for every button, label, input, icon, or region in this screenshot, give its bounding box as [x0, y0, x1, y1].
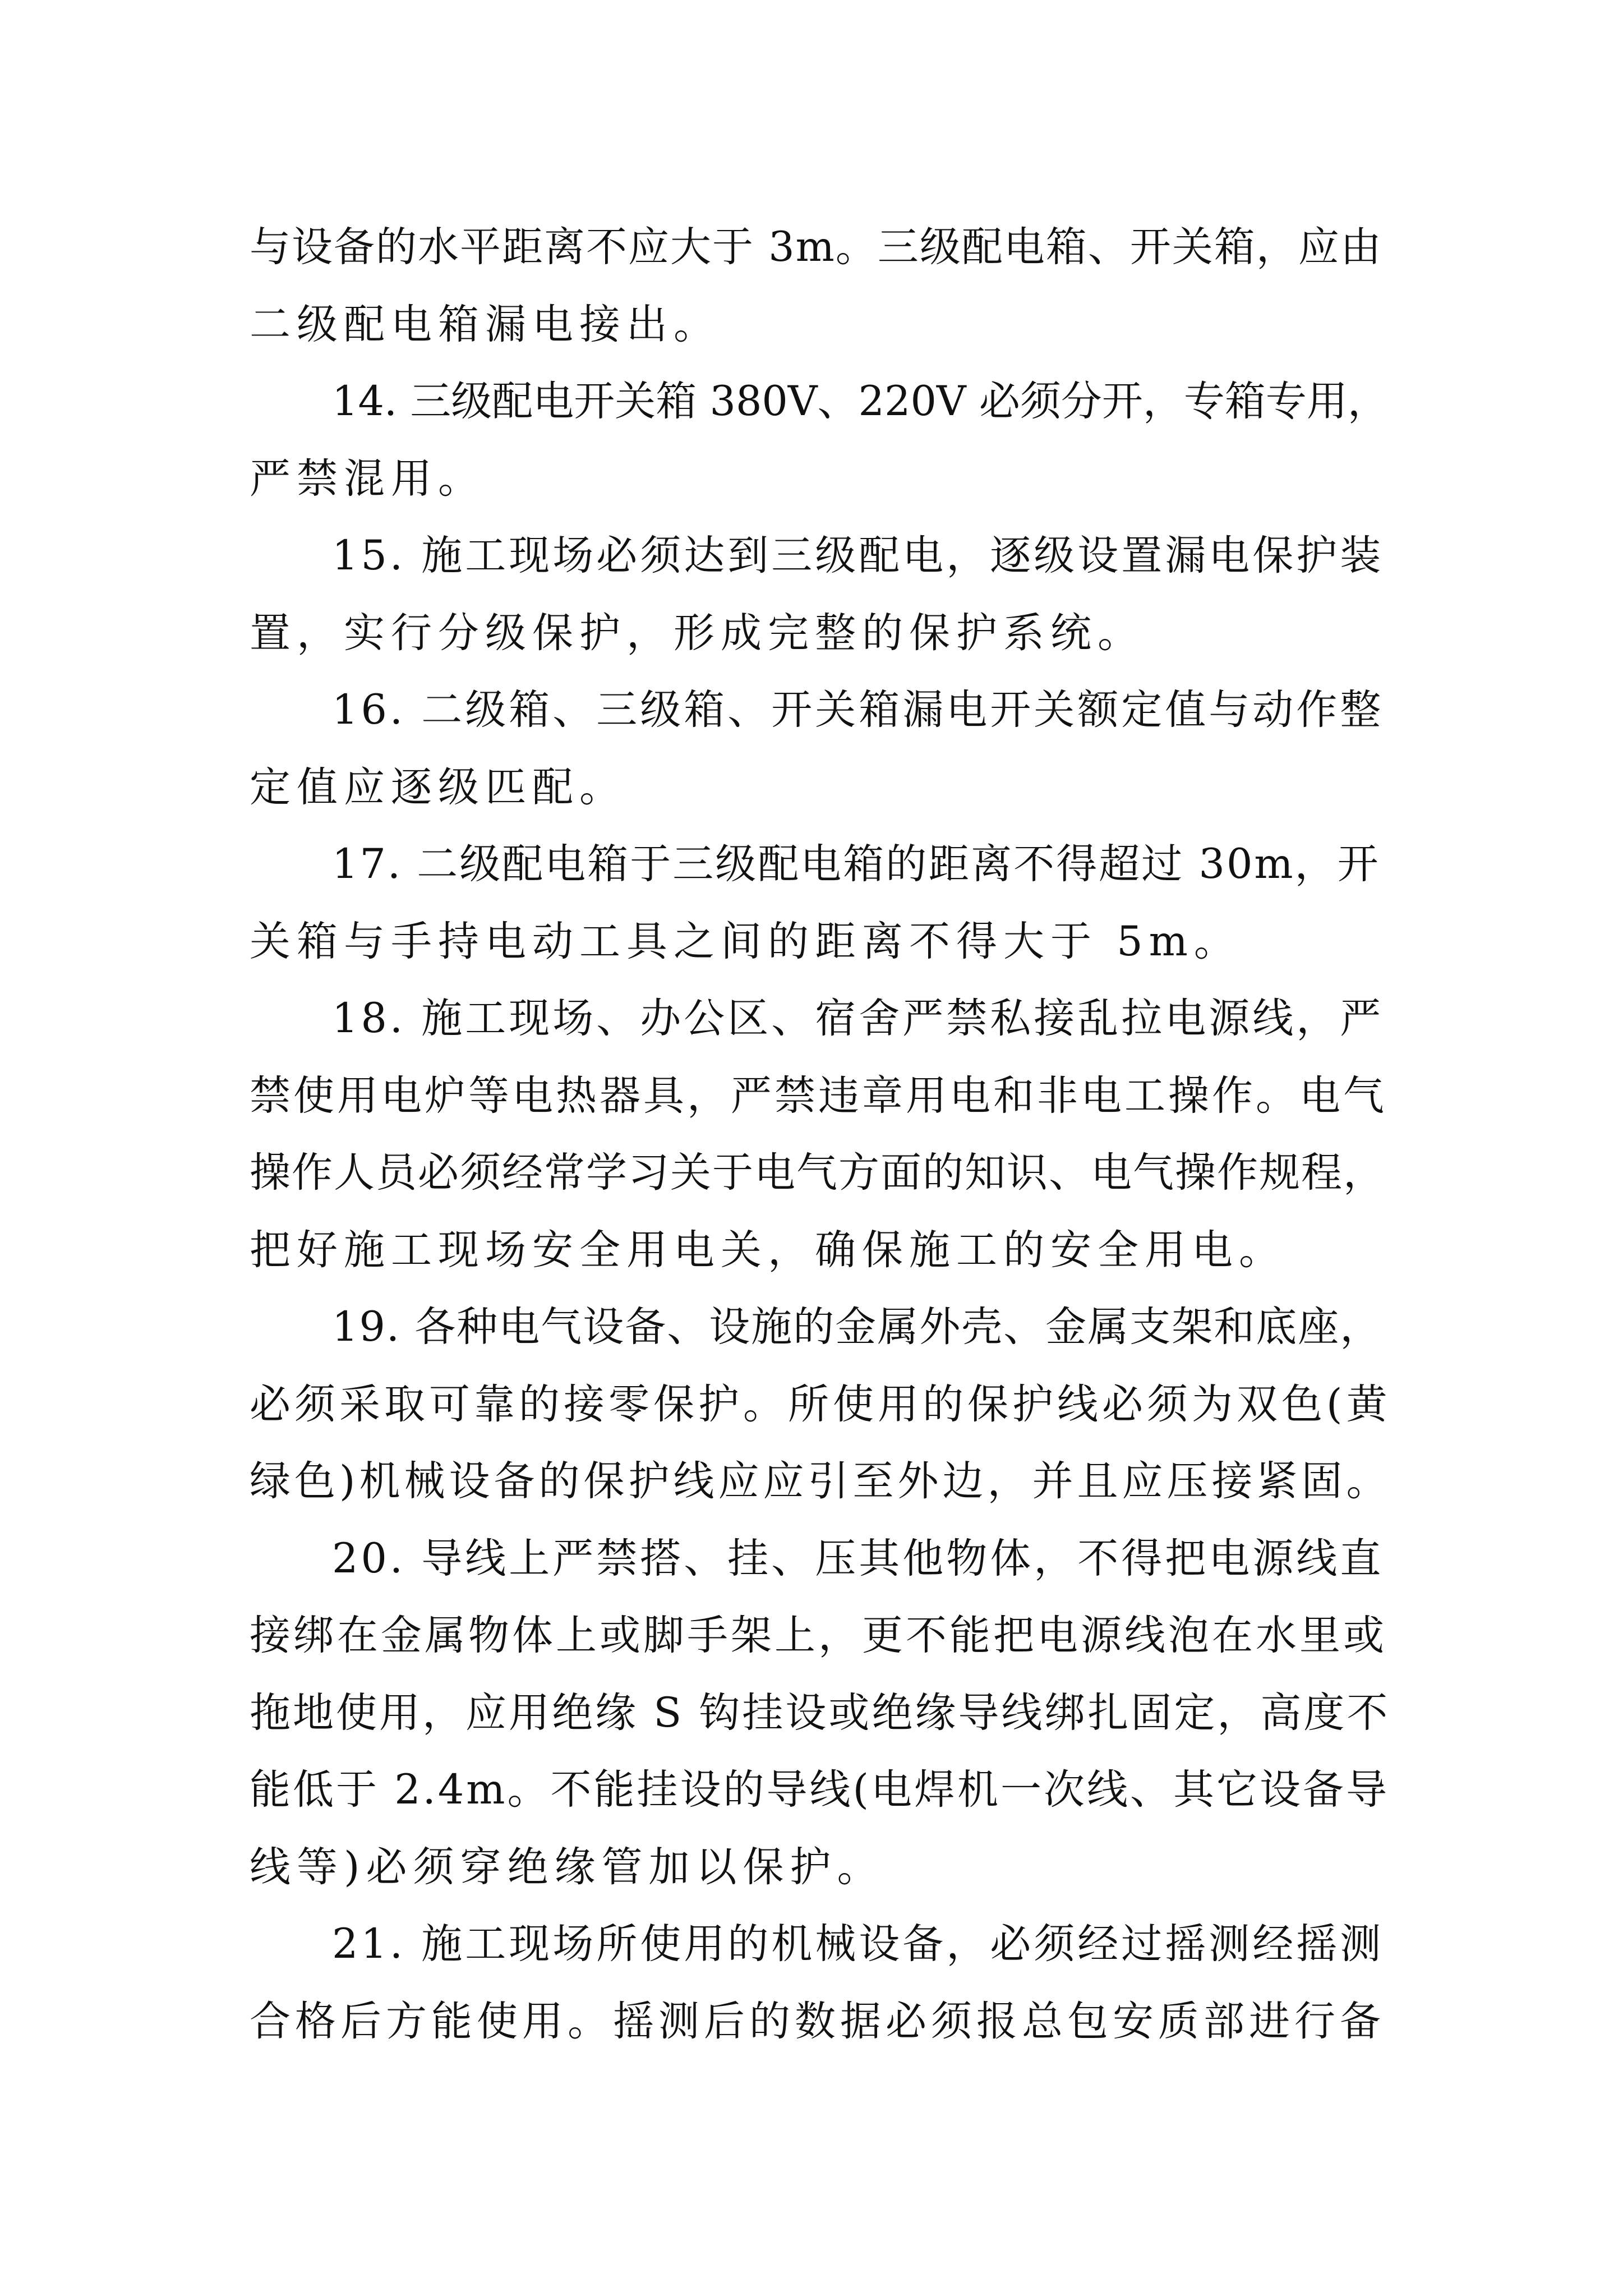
text-line: 关箱与手持电动工具之间的距离不得大于 5m。	[250, 917, 1241, 965]
text-line: 把好施工现场安全用电关，确保施工的安全用电。	[250, 1226, 1286, 1274]
text-line: 与设备的水平距离不应大于 3m。三级配电箱、开关箱，应由	[250, 223, 1382, 271]
text-line: 能低于 2.4m。不能挂设的导线(电焊机一次线、其它设备导	[250, 1766, 1389, 1814]
text-line: 15. 施工现场必须达到三级配电，逐级设置漏电保护装	[332, 532, 1384, 579]
text-line: 合格后方能使用。摇测后的数据必须报总包安质部进行备	[250, 1997, 1385, 2045]
text-line: 19. 各种电气设备、设施的金属外壳、金属支架和底座，	[332, 1303, 1382, 1351]
text-line: 18. 施工现场、办公区、宿舍严禁私接乱拉电源线，严	[332, 995, 1384, 1042]
text-line: 绿色)机械设备的保护线应应引至外边，并且应压接紧固。	[250, 1457, 1391, 1505]
text-line: 二级配电箱漏电接出。	[250, 300, 721, 348]
text-line: 置，实行分级保护，形成完整的保护系统。	[250, 609, 1145, 657]
text-line: 14. 三级配电开关箱 380V、220V 必须分开，专箱专用，	[332, 378, 1389, 425]
text-line: 16. 二级箱、三级箱、开关箱漏电开关额定值与动作整	[332, 686, 1384, 734]
text-line: 严禁混用。	[250, 454, 485, 503]
text-line: 17. 二级配电箱于三级配电箱的距离不得超过 30m，开	[332, 840, 1380, 888]
text-line: 21. 施工现场所使用的机械设备，必须经过摇测经摇测	[332, 1920, 1384, 1968]
text-line: 必须采取可靠的接零保护。所使用的保护线必须为双色(黄	[250, 1380, 1391, 1428]
text-line: 定值应逐级匹配。	[250, 763, 626, 811]
text-line: 接绑在金属物体上或脚手架上，更不能把电源线泡在水里或	[250, 1612, 1387, 1659]
text-line: 20. 导线上严禁搭、挂、压其他物体，不得把电源线直	[332, 1534, 1384, 1582]
text-line: 操作人员必须经常学习关于电气方面的知识、电气操作规程，	[250, 1149, 1385, 1197]
text-line: 拖地使用，应用绝缘 S 钩挂设或绝缘导线绑扎固定，高度不	[250, 1688, 1390, 1737]
text-line: 线等)必须穿绝缘管加以保护。	[250, 1843, 884, 1891]
body-text	[250, 209, 1394, 2060]
text-line: 禁使用电炉等电热器具，严禁违章用电和非电工操作。电气	[250, 1071, 1387, 1120]
